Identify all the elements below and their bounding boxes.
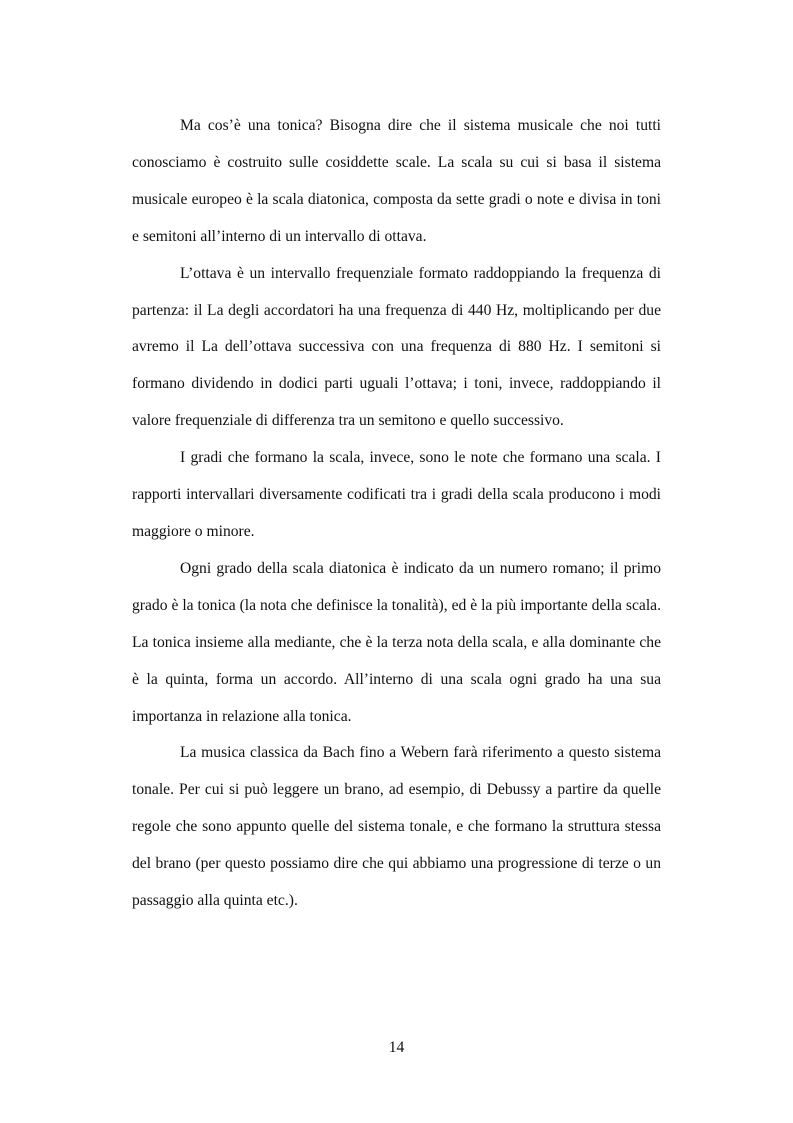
page-number: 14 — [388, 1039, 405, 1056]
paragraph-gradi: I gradi che formano la scala, invece, sono le note che formano una scala. I rapporti intervallari diversamente codificati tra i gradi della scala producono i modi maggiore o minore. — [132, 449, 661, 540]
paragraph-ottava: L’ottava è un intervallo frequenziale formato raddoppiando la frequenza di partenza: il La degli accordatori ha una frequenza di 440 Hz, moltiplicando per due avremo il La dell’ottava successiva con una frequenza di 880 Hz. I semitoni si formano dividendo in dodici parti uguali l’ottava; i toni, invece, raddoppiando il valore frequenziale di differenza tra un semitono e quello successivo. — [132, 264, 661, 430]
paragraph-musica-classica: La musica classica da Bach fino a Webern farà riferimento a questo sistema tonale. Per cui si può leggere un brano, ad esempio, di Debussy a partire da quelle regole che sono appunto quelle del sistema tonale, e che formano la struttura stessa del brano (per questo possiamo dire che qui abbiamo una progressione di terze o un passaggio alla quinta etc.). — [132, 744, 661, 910]
paragraph-tonica: Ma cos’è una tonica? Bisogna dire che il sistema musicale che noi tutti conosciamo è costruito sulle cosiddette scale. La scala su cui si basa il sistema musicale europeo è la scala diatonica, composta da sette gradi o note e divisa in toni e semitoni all’interno di un intervallo di ottava. — [132, 117, 661, 245]
paragraph-scala-diatonica: Ogni grado della scala diatonica è indicato da un numero romano; il primo grado è la tonica (la nota che definisce la tonalità), ed è la più importante della scala. La tonica insieme alla mediante, che è la terza nota della scala, e alla dominante che è la quinta, forma un accordo. All’interno di una scala ogni grado ha una sua importanza in relazione alla tonica. — [132, 559, 661, 725]
body-text — [132, 108, 661, 920]
